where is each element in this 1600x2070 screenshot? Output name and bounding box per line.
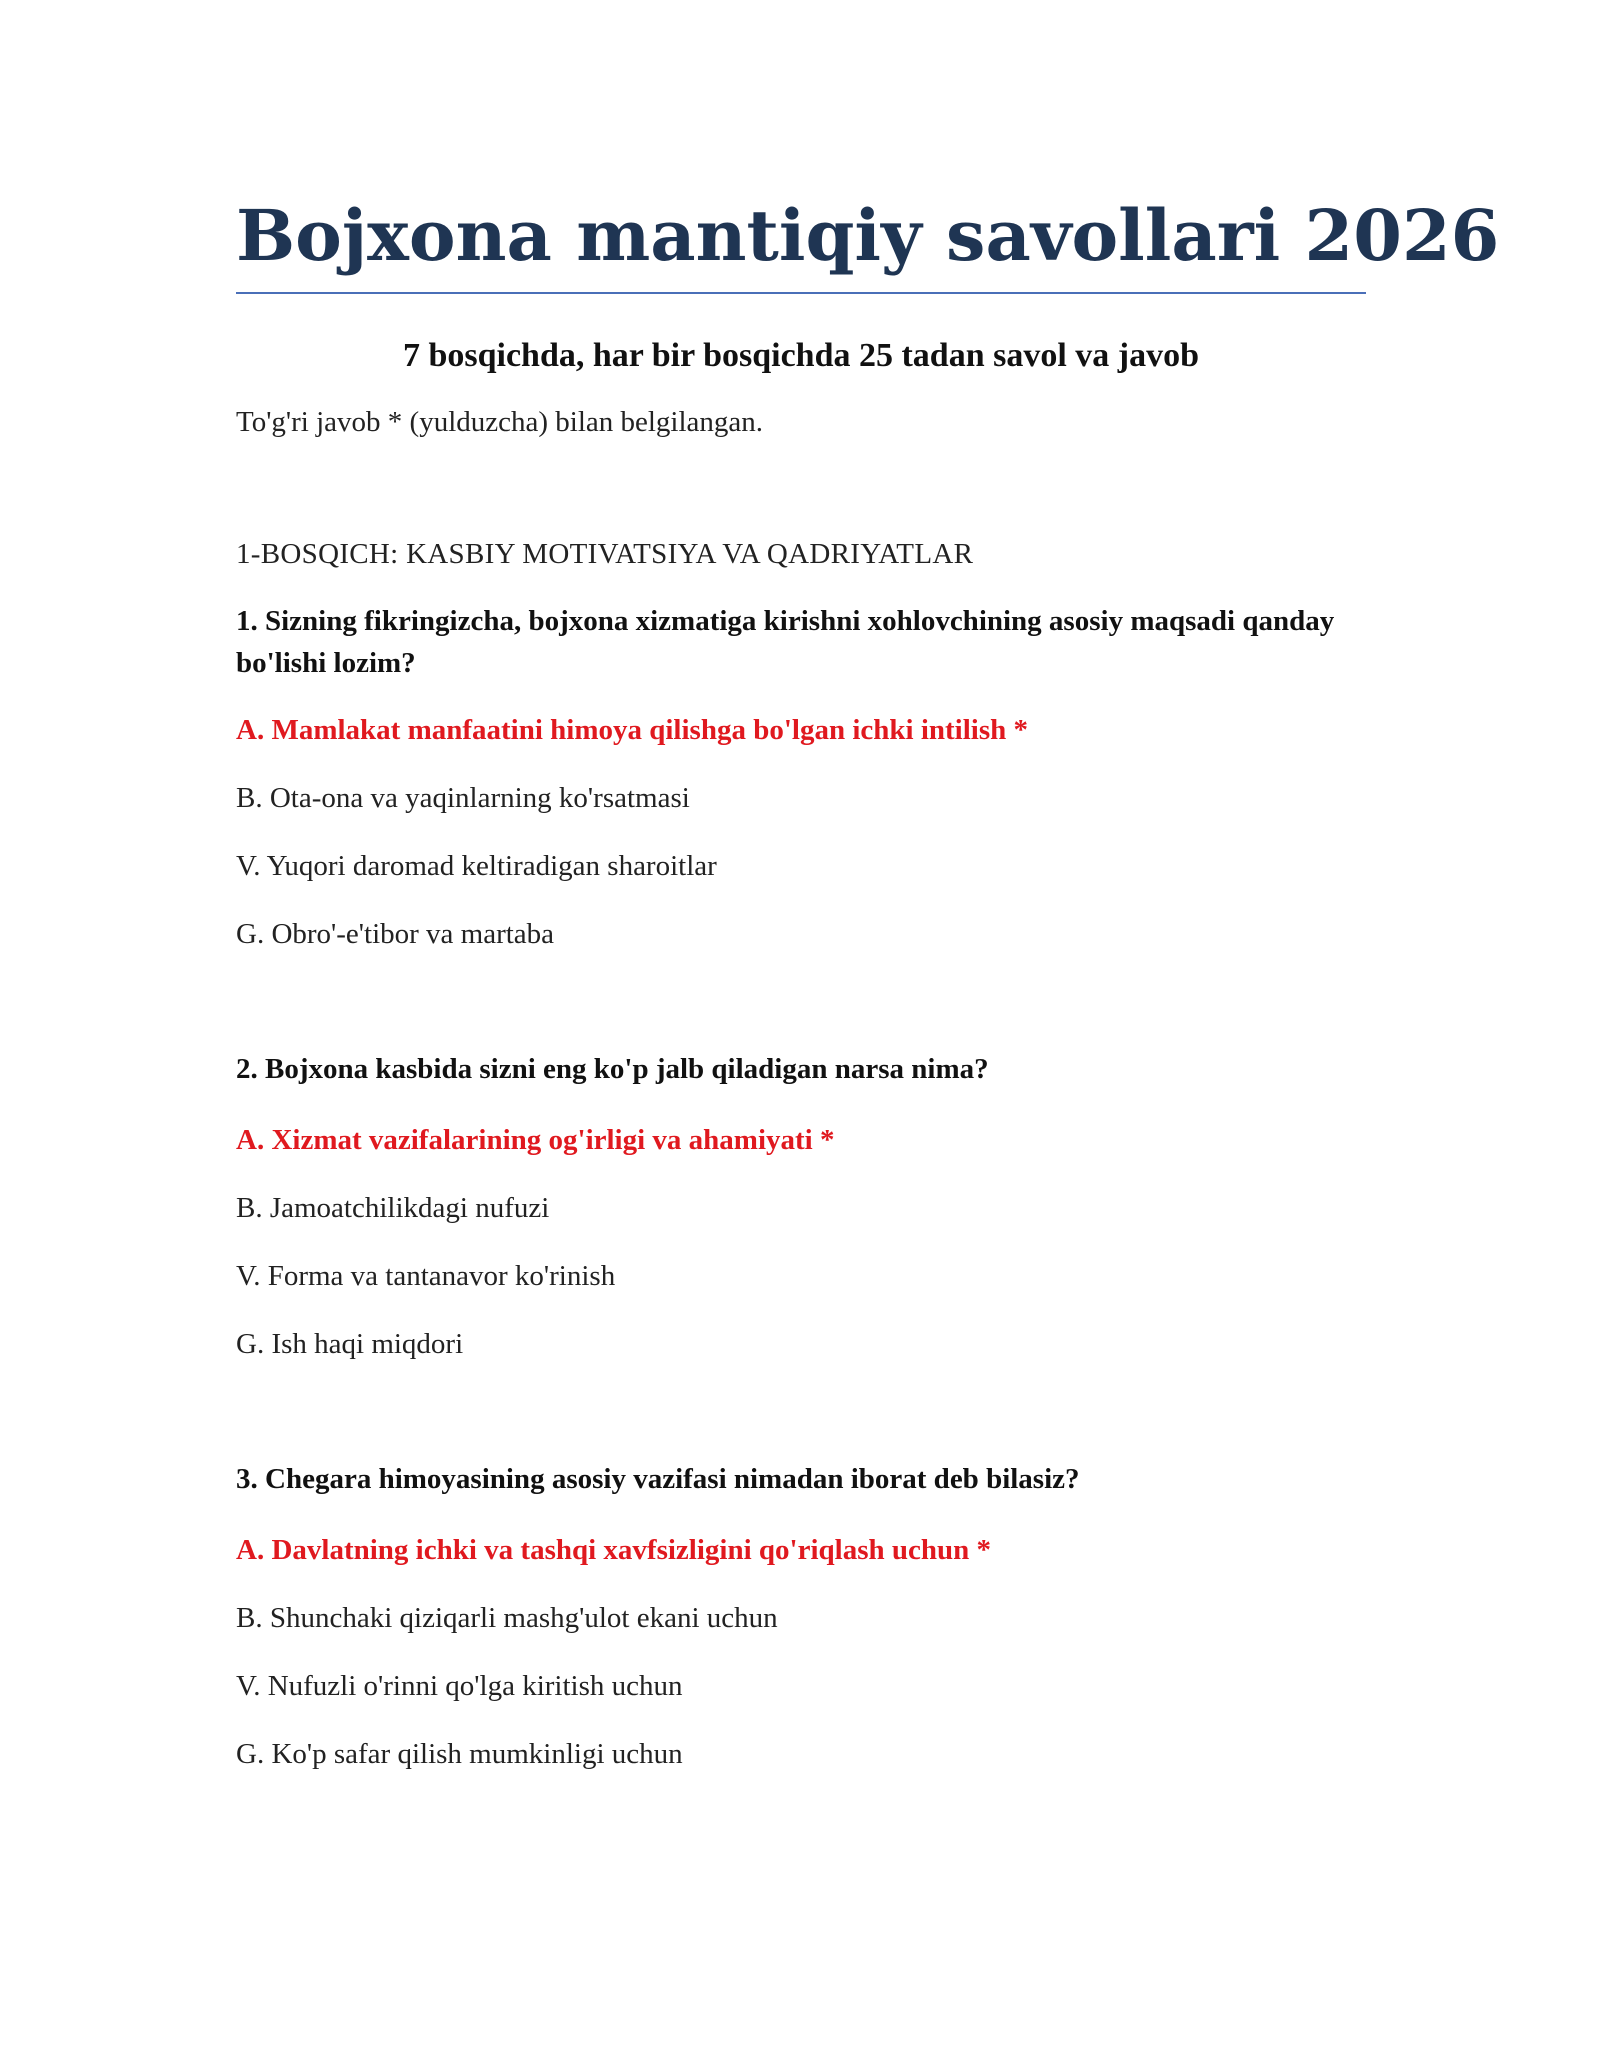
question-text: 2. Bojxona kasbida sizni eng ko'p jalb qiladigan narsa nima? bbox=[236, 1053, 989, 1085]
answer-option: V. Forma va tantanavor ko'rinish bbox=[236, 1260, 616, 1292]
answer-option: G. Ish haqi miqdori bbox=[236, 1328, 464, 1360]
answer-option: G. Ko'p safar qilish mumkinligi uchun bbox=[236, 1738, 683, 1770]
document-subtitle: 7 bosqichda, har bir bosqichda 25 tadan savol va javob bbox=[402, 337, 1200, 374]
document-title: Bojxona mantiqiy savollari 2026 bbox=[236, 190, 1366, 294]
question-text: 1. Sizning fikringizcha, bojxona xizmatiga kirishni xohlovchining asosiy maqsadi qanday bo'lishi lozim? bbox=[236, 605, 1335, 679]
answer-option-correct: A. Mamlakat manfaatini himoya qilishga bo'lgan ichki intilish * bbox=[236, 714, 1029, 746]
answer-option-correct: A. Xizmat vazifalarining og'irligi va ahamiyati * bbox=[236, 1124, 835, 1156]
answer-key-note: To'g'ri javob * (yulduzcha) bilan belgilangan. bbox=[236, 406, 764, 438]
answer-option: B. Ota-ona va yaqinlarning ko'rsatmasi bbox=[236, 782, 690, 814]
answer-option: V. Yuqori daromad keltiradigan sharoitlar bbox=[236, 850, 717, 882]
section-heading: 1-BOSQICH: KASBIY MOTIVATSIYA VA QADRIYATLAR bbox=[236, 538, 974, 570]
question-block bbox=[236, 1458, 1366, 1772]
answer-option: B. Shunchaki qiziqarli mashg'ulot ekani uchun bbox=[236, 1602, 778, 1634]
answer-option-correct: A. Davlatning ichki va tashqi xavfsizligini qo'riqlash uchun * bbox=[236, 1534, 991, 1566]
question-text: 3. Chegara himoyasining asosiy vazifasi nimadan iborat deb bilasiz? bbox=[236, 1463, 1080, 1495]
answer-option: V. Nufuzli o'rinni qo'lga kiritish uchun bbox=[236, 1670, 683, 1702]
document-page bbox=[236, 190, 1500, 1772]
question-block bbox=[236, 600, 1366, 952]
answer-option: B. Jamoatchilikdagi nufuzi bbox=[236, 1192, 550, 1224]
answer-option: G. Obro'-e'tibor va martaba bbox=[236, 918, 555, 950]
question-block bbox=[236, 1048, 1366, 1362]
